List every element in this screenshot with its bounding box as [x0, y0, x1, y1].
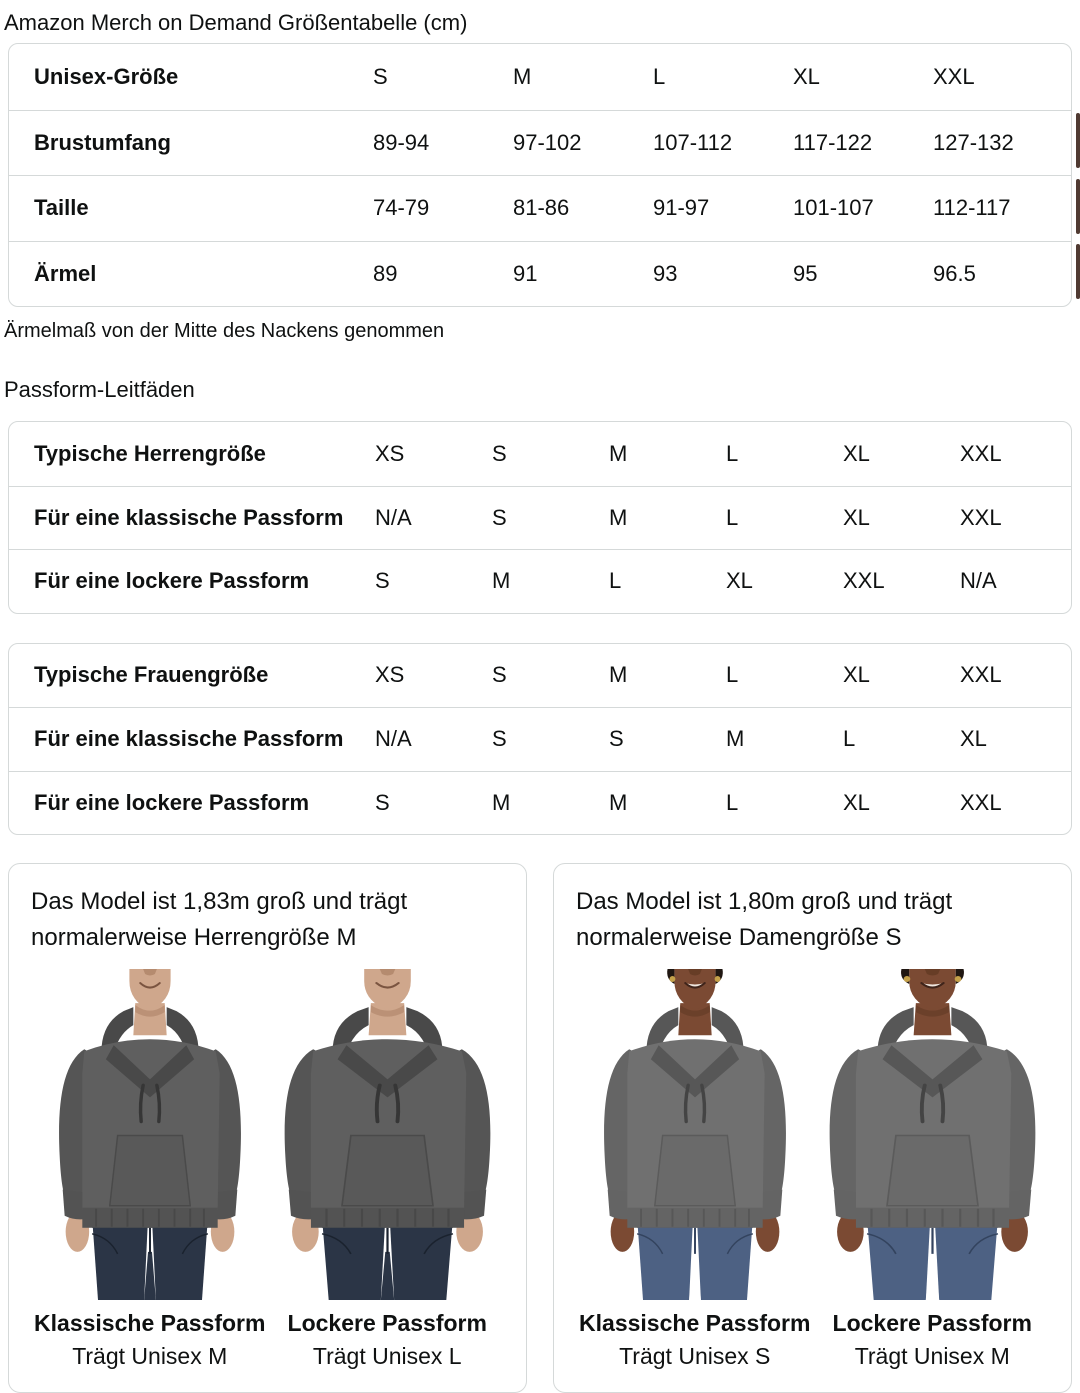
fit-size-label: Trägt Unisex M	[72, 1343, 228, 1369]
fit-cell: M	[492, 549, 609, 613]
model-description	[31, 884, 506, 956]
fit-size-label: Trägt Unisex S	[619, 1343, 771, 1369]
fit-guides-title: Passform-Leitfäden	[4, 377, 195, 402]
measurement-cell: 91	[513, 241, 653, 307]
measurement-cell: 107-112	[653, 110, 793, 176]
figure-caption	[269, 1309, 507, 1370]
fit-cell: XXL	[960, 771, 1071, 835]
fit-cell: XXL	[960, 486, 1071, 550]
measurement-cell: 91-97	[653, 175, 793, 241]
womens-model-card	[553, 863, 1072, 1393]
fit-cell: M	[609, 486, 726, 550]
model-photo-loose-fit	[814, 969, 1052, 1300]
fit-cell: S	[492, 440, 507, 466]
table-row	[9, 175, 1071, 241]
size-header-cell: L	[653, 63, 666, 89]
male-model-classic-illustration	[47, 969, 253, 1300]
fit-cell: S	[375, 771, 492, 835]
fit-cell: L	[726, 486, 843, 550]
model-figures	[31, 969, 506, 1370]
fit-cell: L	[609, 549, 726, 613]
measurement-cell: 96.5	[933, 241, 1071, 307]
mens-fit-table	[8, 421, 1072, 614]
size-header-cell: XXL	[933, 63, 975, 89]
fit-cell: XL	[843, 440, 870, 466]
measurement-cell: 95	[793, 241, 933, 307]
model-photo-classic-fit	[576, 969, 814, 1300]
table-scrollbar-thumb[interactable]	[1076, 113, 1080, 168]
figure-caption	[576, 1309, 814, 1370]
fit-cell: XL	[843, 771, 960, 835]
fit-cell: XS	[375, 662, 405, 688]
fit-cell: S	[492, 662, 507, 688]
measurement-cell: 81-86	[513, 175, 653, 241]
fit-cell: N/A	[375, 486, 492, 550]
fit-cell: XXL	[960, 662, 1002, 688]
row-label: Brustumfang	[9, 110, 373, 176]
table-row	[9, 771, 1071, 835]
size-header-cell: XL	[793, 63, 820, 89]
table-row	[9, 707, 1071, 771]
measurement-cell: 89	[373, 241, 513, 307]
table-row	[9, 110, 1071, 176]
fit-cell: L	[726, 771, 843, 835]
row-label: Unisex-Größe	[34, 63, 179, 89]
model-description-line1: Das Model ist 1,83m groß und trägt	[31, 888, 408, 915]
model-figure-loose	[269, 969, 507, 1370]
fit-cell: M	[609, 771, 726, 835]
fit-cell: M	[609, 440, 628, 466]
row-label: Für eine klassische Passform	[9, 486, 375, 550]
fit-size-label: Trägt Unisex M	[854, 1343, 1010, 1369]
model-description	[576, 884, 1051, 956]
fit-cell: L	[726, 662, 739, 688]
fit-name-label: Klassische Passform	[579, 1310, 811, 1336]
table-row	[9, 644, 1071, 708]
row-label: Ärmel	[9, 241, 373, 307]
fit-cell: XL	[726, 549, 843, 613]
fit-cell: XL	[960, 707, 1071, 771]
table-row	[9, 44, 1071, 110]
measurement-cell: 74-79	[373, 175, 513, 241]
row-label: Für eine klassische Passform	[9, 707, 375, 771]
row-label: Taille	[9, 175, 373, 241]
table-row	[9, 486, 1071, 550]
fit-name-label: Lockere Passform	[287, 1310, 487, 1336]
model-cards-row	[0, 863, 1080, 1393]
fit-cell: XL	[843, 662, 870, 688]
measurement-cell: 101-107	[793, 175, 933, 241]
fit-cell: XXL	[843, 549, 960, 613]
unisex-size-table	[8, 43, 1072, 307]
table-row	[9, 422, 1071, 486]
fit-cell: S	[492, 486, 609, 550]
measurement-cell: 112-117	[933, 175, 1071, 241]
measurement-cell: 127-132	[933, 110, 1071, 176]
fit-cell: XL	[843, 486, 960, 550]
measurement-cell: 97-102	[513, 110, 653, 176]
female-model-loose-illustration	[816, 969, 1049, 1300]
figure-caption	[814, 1309, 1052, 1370]
model-figure-classic	[576, 969, 814, 1370]
row-label: Für eine lockere Passform	[9, 771, 375, 835]
model-figure-classic	[31, 969, 269, 1370]
sleeve-measure-note: Ärmelmaß von der Mitte des Nackens genommen	[4, 320, 445, 342]
fit-cell: N/A	[960, 549, 1071, 613]
page-title: Amazon Merch on Demand Größentabelle (cm)	[4, 10, 468, 35]
model-description-line2: normalerweise Herrengröße M	[31, 924, 357, 951]
measurement-cell: 117-122	[793, 110, 933, 176]
fit-cell: L	[726, 440, 739, 466]
model-photo-loose-fit	[269, 969, 507, 1300]
fit-cell: S	[375, 549, 492, 613]
model-figures	[576, 969, 1051, 1370]
table-row	[9, 241, 1071, 307]
fit-cell: S	[609, 707, 726, 771]
table-row	[9, 549, 1071, 613]
row-label: Typische Frauengröße	[34, 662, 269, 688]
fit-cell: XS	[375, 440, 405, 466]
male-model-loose-illustration	[271, 969, 504, 1300]
row-label: Für eine lockere Passform	[9, 549, 375, 613]
table-scrollbar-thumb[interactable]	[1076, 244, 1080, 299]
fit-cell: M	[726, 707, 843, 771]
fit-cell: N/A	[375, 707, 492, 771]
measurement-cell: 89-94	[373, 110, 513, 176]
fit-name-label: Lockere Passform	[832, 1310, 1032, 1336]
fit-name-label: Klassische Passform	[34, 1310, 266, 1336]
table-scrollbar-thumb[interactable]	[1076, 179, 1080, 234]
fit-cell: M	[609, 662, 628, 688]
model-figure-loose	[814, 969, 1052, 1370]
size-header-cell: S	[373, 63, 388, 89]
figure-caption	[31, 1309, 269, 1370]
fit-cell: M	[492, 771, 609, 835]
fit-cell: L	[843, 707, 960, 771]
fit-cell: XXL	[960, 440, 1002, 466]
measurement-cell: 93	[653, 241, 793, 307]
fit-size-label: Trägt Unisex L	[312, 1343, 462, 1369]
model-description-line1: Das Model ist 1,80m groß und trägt	[576, 888, 953, 915]
womens-fit-table	[8, 643, 1072, 836]
model-photo-classic-fit	[31, 969, 269, 1300]
model-description-line2: normalerweise Damengröße S	[576, 924, 902, 951]
fit-cell: S	[492, 707, 609, 771]
row-label: Typische Herrengröße	[34, 440, 266, 466]
size-header-cell: M	[513, 63, 532, 89]
female-model-classic-illustration	[592, 969, 798, 1300]
mens-model-card	[8, 863, 527, 1393]
